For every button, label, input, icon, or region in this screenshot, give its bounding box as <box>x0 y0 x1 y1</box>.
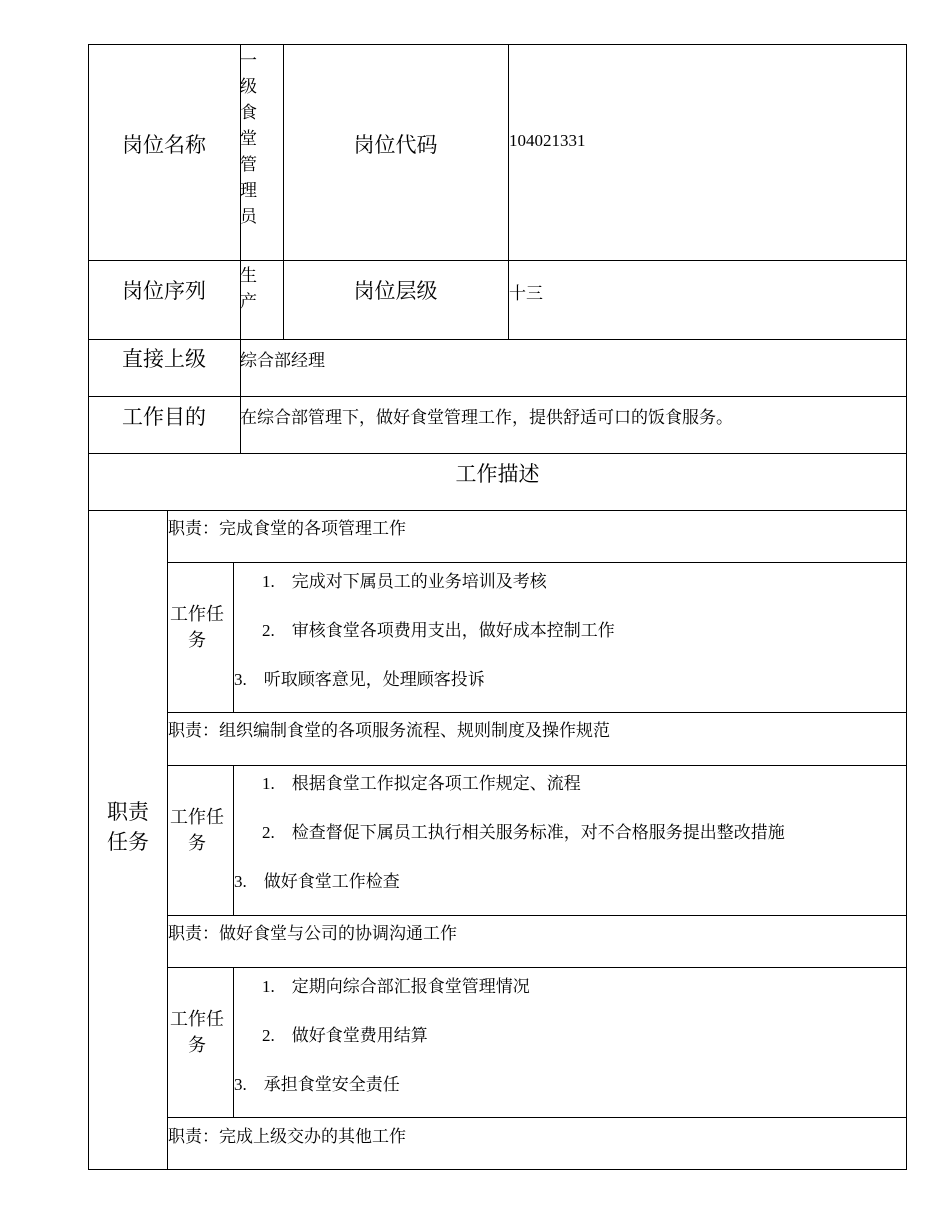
duty-title: 职责：完成食堂的各项管理工作 <box>168 519 406 538</box>
task-label: 工作任务 <box>170 1009 224 1055</box>
task-item: 3. 做好食堂工作检查 <box>234 872 400 891</box>
row-divider <box>167 765 907 766</box>
task-item: 3. 承担食堂安全责任 <box>234 1075 400 1094</box>
task-label: 工作任务 <box>170 604 224 650</box>
duty-title: 职责：完成上级交办的其他工作 <box>168 1127 406 1146</box>
post-level-value: 十三 <box>509 284 543 303</box>
task-item: 2. 审核食堂各项费用支出，做好成本控制工作 <box>262 621 615 640</box>
post-level-label: 岗位层级 <box>353 279 438 303</box>
task-item: 1. 定期向综合部汇报食堂管理情况 <box>262 977 530 996</box>
post-code-value: 104021331 <box>509 131 586 150</box>
row-divider <box>167 967 907 968</box>
row-divider <box>167 562 907 563</box>
purpose-value: 在综合部管理下，做好食堂管理工作，提供舒适可口的饭食服务。 <box>240 408 733 427</box>
post-series-label: 岗位序列 <box>122 279 206 303</box>
post-name-value: 一级食堂管理员 <box>240 51 257 226</box>
task-item: 3. 听取顾客意见，处理顾客投诉 <box>234 670 485 689</box>
post-series-value: 生产 <box>240 266 257 311</box>
task-item: 1. 完成对下属员工的业务培训及考核 <box>262 572 547 591</box>
purpose-label: 工作目的 <box>122 405 206 429</box>
task-item: 2. 检查督促下属员工执行相关服务标准，对不合格服务提出整改措施 <box>262 823 785 842</box>
description-title: 工作描述 <box>455 462 540 486</box>
superior-label: 直接上级 <box>122 347 206 371</box>
row-divider <box>167 915 907 916</box>
row-divider <box>88 396 907 397</box>
row-divider <box>167 712 907 713</box>
task-item: 2. 做好食堂费用结算 <box>262 1026 428 1045</box>
task-item: 1. 根据食堂工作拟定各项工作规定、流程 <box>262 774 581 793</box>
duty-title: 职责：做好食堂与公司的协调沟通工作 <box>168 924 457 943</box>
row-divider <box>88 453 907 454</box>
post-code-label: 岗位代码 <box>353 133 438 157</box>
task-label: 工作任务 <box>170 807 224 853</box>
row-divider <box>167 1117 907 1118</box>
duty-title: 职责：组织编制食堂的各项服务流程、规则制度及操作规范 <box>168 721 610 740</box>
duties-label: 职责任务 <box>107 800 149 854</box>
post-name-label: 岗位名称 <box>122 133 206 157</box>
row-divider <box>88 339 907 340</box>
superior-value: 综合部经理 <box>240 351 325 370</box>
row-divider <box>88 260 907 261</box>
row-divider <box>88 510 907 511</box>
col-divider <box>233 765 234 915</box>
